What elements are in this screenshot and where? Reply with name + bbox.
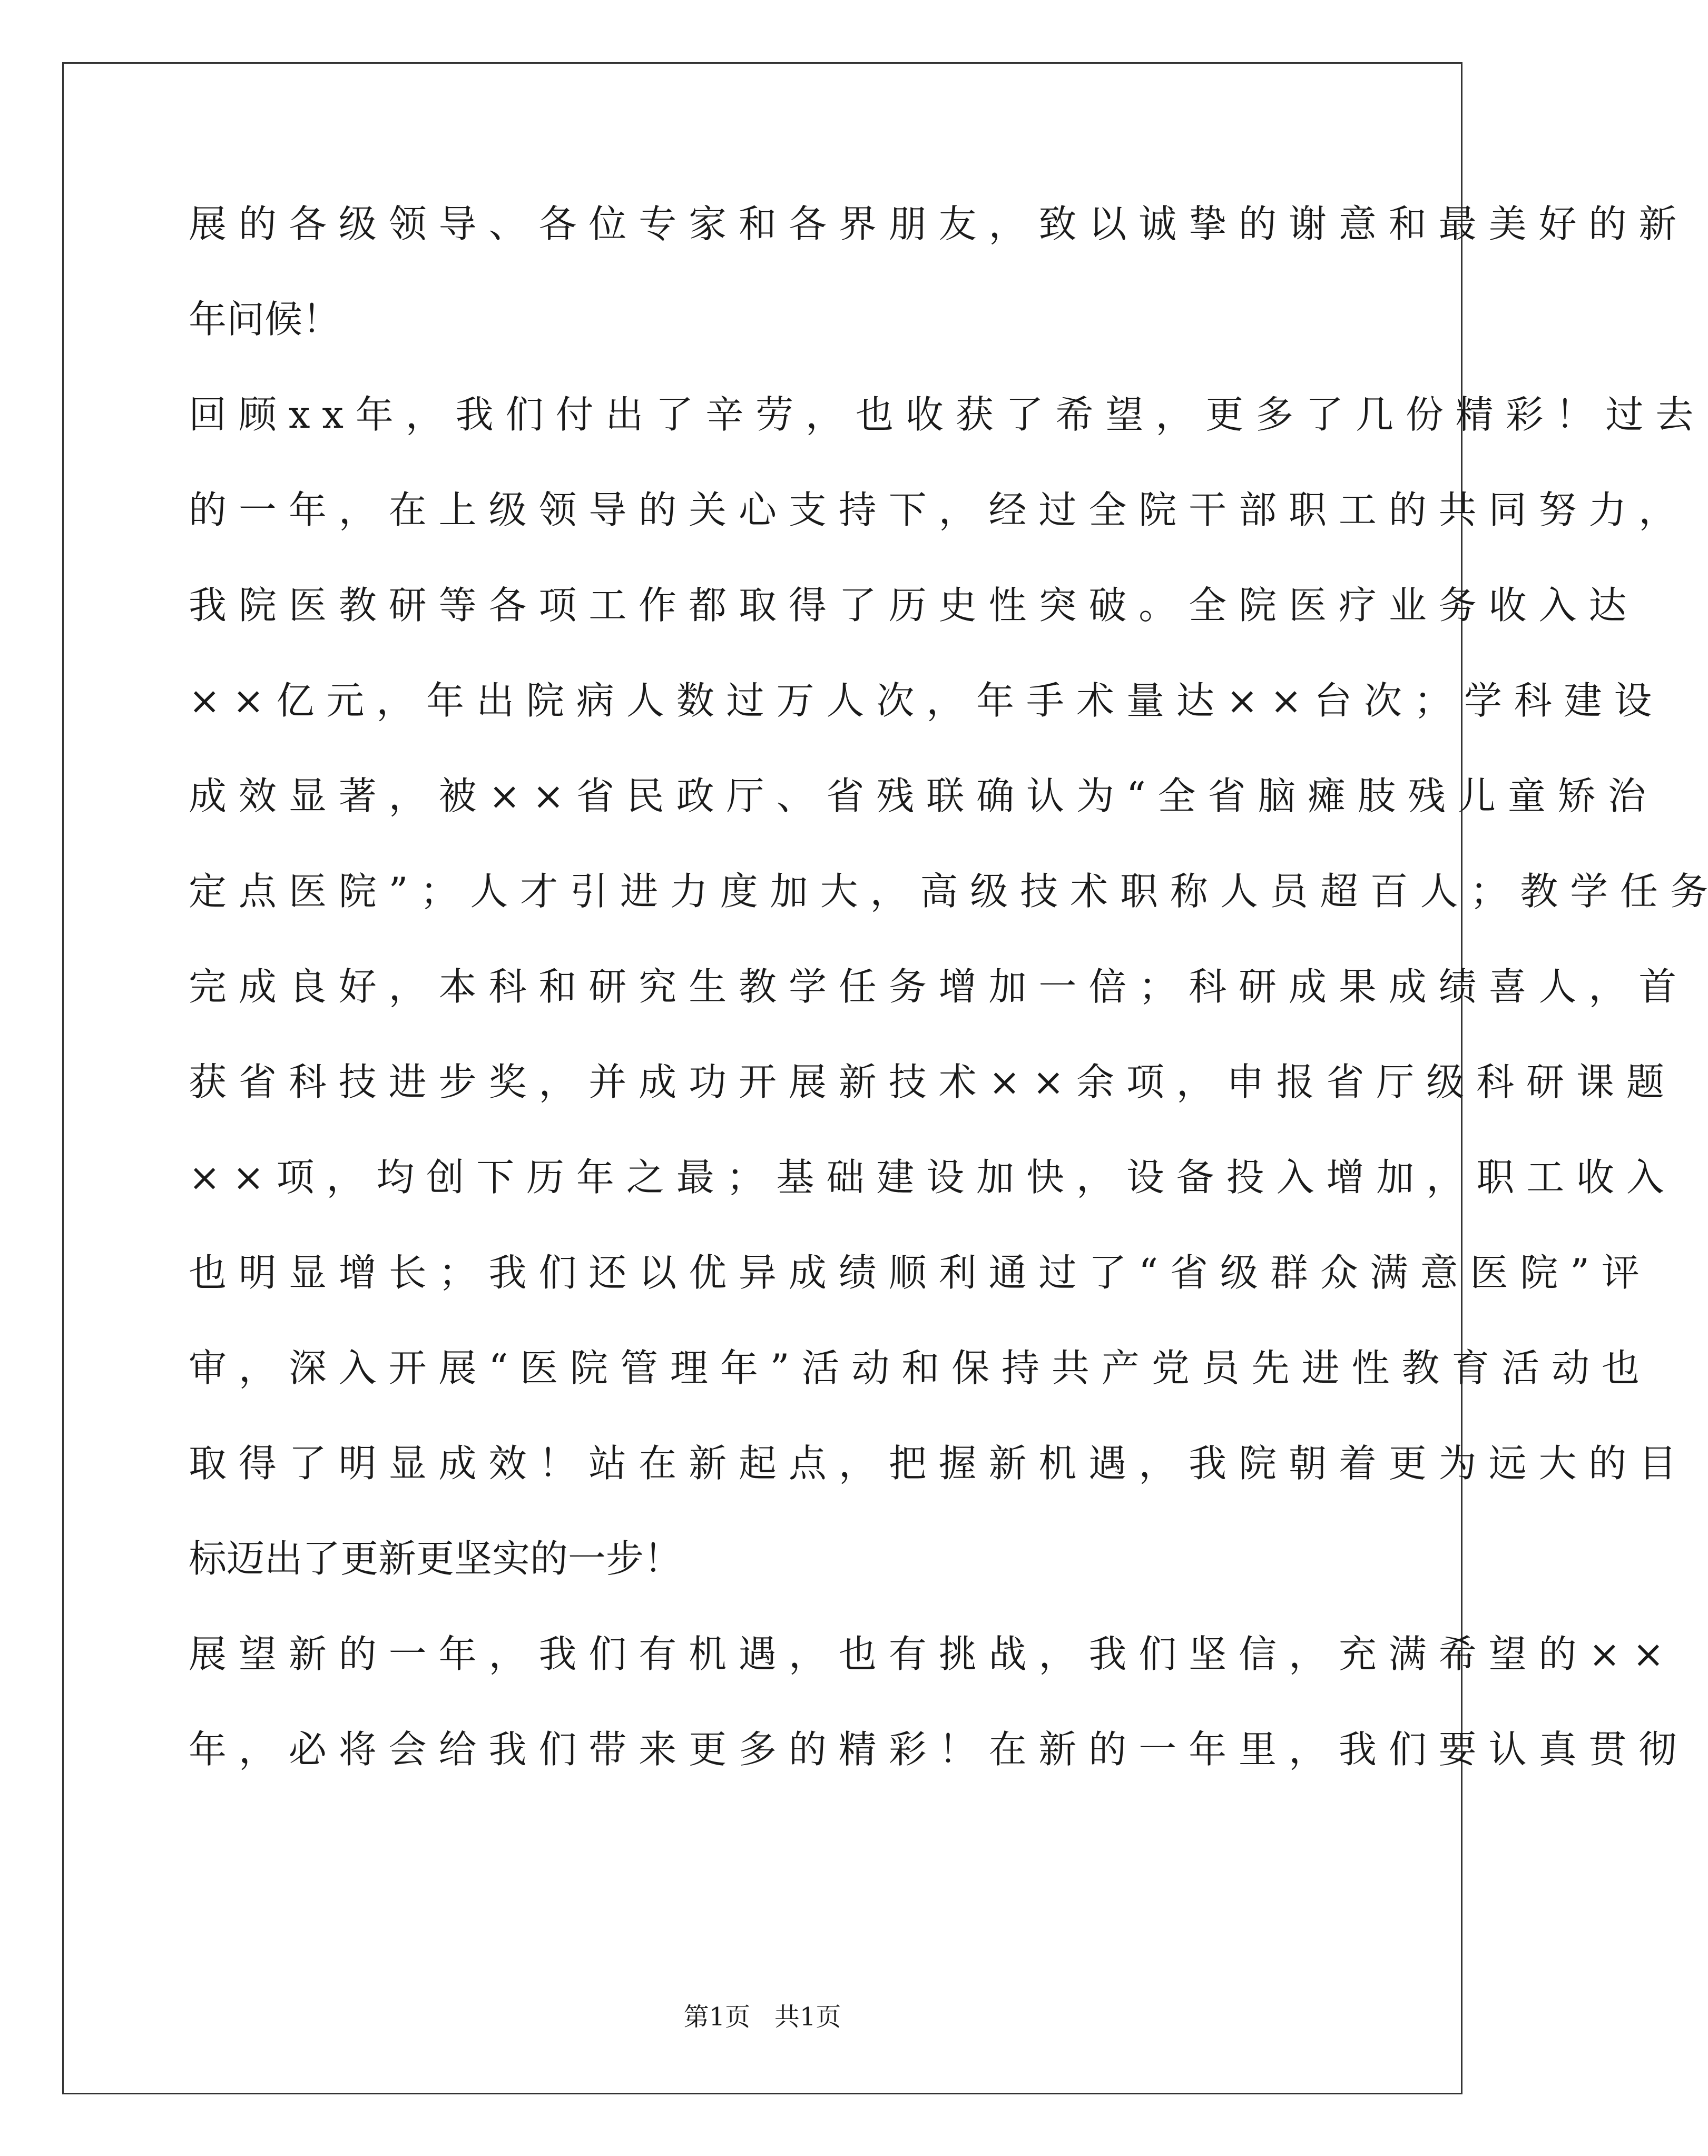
text-line: 也 明 显 增 长 ； 我 们 还 以 优 异 成 绩 顺 利 通 过 了 “ 省 级 群 众 满 意 医 院 ” 评 <box>189 1251 1640 1295</box>
text-line: 年问候！ <box>189 297 341 341</box>
text-line: 完 成 良 好 ， 本 科 和 研 究 生 教 学 任 务 增 加 一 倍 ； 科 研 成 果 成 绩 喜 人 ， 首 <box>189 964 1677 1009</box>
text-line: 展 的 各 级 领 导 、 各 位 专 家 和 各 界 朋 友 ， 致 以 诚 挚 的 谢 意 和 最 美 好 的 新 <box>189 202 1677 246</box>
document-body <box>189 176 1708 1797</box>
text-line: 的 一 年 ， 在 上 级 领 导 的 关 心 支 持 下 ， 经 过 全 院 干 部 职 工 的 共 同 努 力 ， <box>189 488 1677 532</box>
text-line: × × 项 ， 均 创 下 历 年 之 最 ； 基 础 建 设 加 快 ， 设 备 投 入 增 加 ， 职 工 收 入 <box>189 1155 1664 1199</box>
text-line: 定 点 医 院 ” ； 人 才 引 进 力 度 加 大 ， 高 级 技 术 职 称 人 员 超 百 人 ； 教 学 任 务 <box>189 869 1708 913</box>
text-line: 取 得 了 明 显 成 效 ！ 站 在 新 起 点 ， 把 握 新 机 遇 ， 我 院 朝 着 更 为 远 大 的 目 <box>189 1441 1677 1485</box>
text-line: 标迈出了更新更坚实的一步！ <box>189 1537 682 1581</box>
text-line: 成 效 显 著 ， 被 × × 省 民 政 厅 、 省 残 联 确 认 为 “ 全 省 脑 瘫 肢 残 儿 童 矫 治 <box>189 774 1646 818</box>
text-line: 回 顾 x x 年 ， 我 们 付 出 了 辛 劳 ， 也 收 获 了 希 望 ， 更 多 了 几 份 精 彩 ！ 过 去 <box>189 392 1694 437</box>
text-line: 获 省 科 技 进 步 奖 ， 并 成 功 开 展 新 技 术 × × 余 项 ， 申 报 省 厅 级 科 研 课 题 <box>189 1060 1664 1104</box>
text-line: 年 ， 必 将 会 给 我 们 带 来 更 多 的 精 彩 ！ 在 新 的 一 年 里 ， 我 们 要 认 真 贯 彻 <box>189 1727 1677 1771</box>
text-line: 我 院 医 教 研 等 各 项 工 作 都 取 得 了 历 史 性 突 破 。 全 院 医 疗 业 务 收 入 达 <box>189 583 1627 627</box>
text-line: × × 亿 元 ， 年 出 院 病 人 数 过 万 人 次 ， 年 手 术 量 达 × × 台 次 ； 学 科 建 设 <box>189 678 1652 723</box>
text-line: 审 ， 深 入 开 展 “ 医 院 管 理 年 ” 活 动 和 保 持 共 产 党 员 先 进 性 教 育 活 动 也 <box>189 1346 1640 1390</box>
page-footer: 第1页 共1页 <box>683 2002 841 2032</box>
text-line: 展 望 新 的 一 年 ， 我 们 有 机 遇 ， 也 有 挑 战 ， 我 们 坚 信 ， 充 满 希 望 的 × × <box>189 1632 1664 1676</box>
